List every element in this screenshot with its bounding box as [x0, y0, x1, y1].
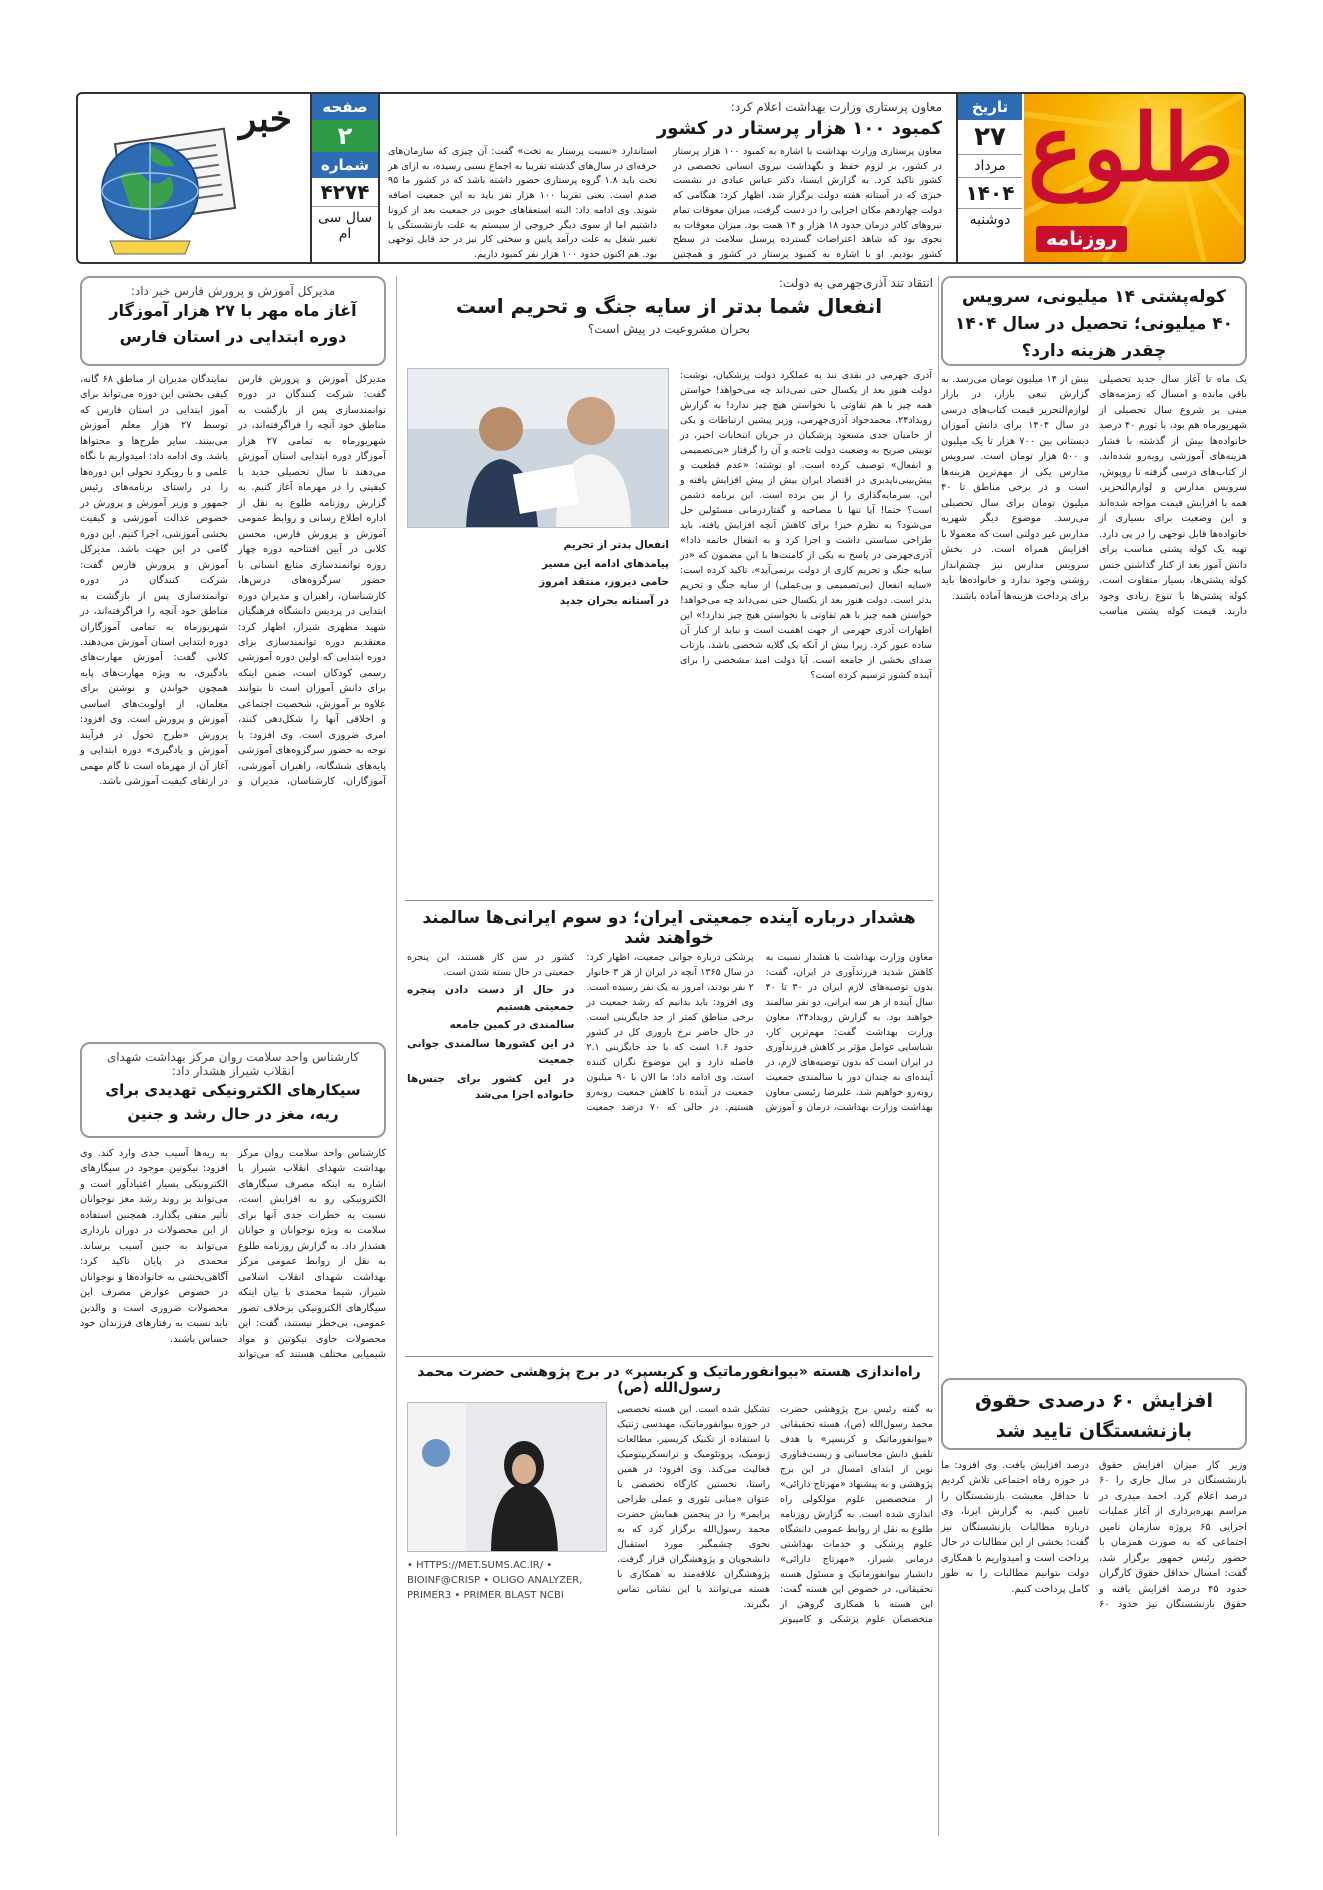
logo-wordmark: طلوع	[1027, 94, 1234, 202]
center-mid-subhead-4: در این کشور برای جنس‌ها خانواده اجرا می‌شد	[407, 1072, 575, 1102]
center-top-title: انفعال شما بدتر از سایه جنگ و تحریم است	[455, 294, 883, 318]
center-bottom-heading	[405, 1364, 933, 1396]
date-day: ۲۷	[974, 122, 1006, 152]
logo-subtitle: روزنامه	[1036, 226, 1127, 252]
center-mid-body-wrap	[407, 950, 933, 1350]
date-label: تاریخ	[958, 94, 1022, 120]
center-top-body-right	[680, 368, 932, 888]
center-top-body-left	[407, 535, 669, 885]
date-weekday: دوشنبه	[958, 208, 1022, 231]
issue-number: ۴۲۷۴	[320, 180, 370, 204]
left-article-body: مدیرکل آموزش و پرورش فارس گفت: شرکت کنندگان در دوره توانمندسازی پس از بازگشت به مناطق خود آنچه را فراگرفته‌اند، در شهریورماه به تمامی ۲۷ هزار آموزگار دوره ابتدایی استان آموزش می‌دهند تا سال تحصیلی جدید با کیفیتی را در مهرماه آغاز کنیم. به گزارش روزنامه طلوع به نقل از اداره اطلاع رسانی و روابط عمومی آموزش و پرورش فارس، محسن کلانی در آیین افتتاحیه دوره چهار روزه توانمندسازی منابع انسانی با حضور سرگروه‌های درس‌ها، کارشناسان، راهبران و مدیران دوره ابتدایی در پردیس دانشگاه فرهنگیان شهید مطهری شیراز، اظهار کرد: معتقدیم دوره توانمندسازی برای دوره ابتدایی که اولین دوره آموزشی رسمی کودکان است، ضمن اینکه برای دانش آموزان است تا بتوانند علاوه بر آموزش، شخصیت اجتماعی و اخلاقی آنها را شکل‌دهی کنند، امری ضروری است. وی افزود: با توجه به حضور سرگروه‌های آموزشی پایه‌های ششگانه، راهبران آموزشی، آموزگاران، کارشناسان، مدیران و نمایندگان مدیران از مناطق ۶۸ گانه، کیفی بخشی این دوره می‌تواند برای آموز ابتدایی در استان فارس که توسط ۲۷ هزار معلم آموزش می‌بینند. سایر طرح‌ها و محتواها باشد. وی ادامه داد: امیدواریم با نگاه علمی و با رویکرد تحولی این دوره‌ها را در راستای برنامه‌های رئیس جمهور و وزیر آموزش و پرورش در خصوص عدالت آموزشی و کیفیت بخشی آموزشی، اجرا کنیم. این دوره گامی در این جهت باشد. مدیرکل آموزش و پرورش فارس گفت: شرکت کنندگان در دوره توانمندسازی پس از بازگشت به مناطق خود آنچه را فراگرفته‌اند، در شهریورماه به تمامی آموزگاران دوره ابتدایی استان آموزش می‌دهند. کلانی گفت: آموزش مهارت‌های یادگیری، به ویژه مهارت‌های پایه همچون خواندن و نوشتن برای معلمان، از اولویت‌های اساسی آموزش و پرورش است. وی افزود: پرورش «طرح تحول در فرآیند آموزش و یادگیری» دوره ابتدایی و آغاز آن از مهرماه است تا گام مهمی در ارتقای کیفیت آموزشی باشد.	[80, 374, 387, 788]
pension-headline: افزایش ۶۰ درصدی حقوق بازنشستگان تایید شد	[974, 1390, 1214, 1443]
left-headline-box	[80, 276, 386, 366]
center-top-subhead-4: در آستانه بحران جدید	[559, 594, 669, 607]
left-headline: آغاز ماه مهر با ۲۷ هزار آموزگار دوره ابتدایی در استان فارس	[109, 301, 357, 346]
page-label: صفحه	[312, 94, 378, 120]
page-number: ۲	[312, 120, 378, 152]
masthead	[76, 92, 1246, 264]
header-news-title: کمبود ۱۰۰ هزار پرستار در کشور	[656, 118, 942, 139]
date-panel	[956, 94, 1022, 262]
center-top-subhead-1: انفعال بدتر از تحریم	[563, 539, 669, 551]
center-bottom-title: راه‌اندازی هسته «بیوانفورماتیک و کریسپر» در برج پژوهشی حضرت محمد رسول‌الله (ص)	[417, 1364, 921, 1396]
right-headline: کوله‌پشتی ۱۴ میلیونی، سرویس ۴۰ میلیونی؛ تحصیل در سال ۱۴۰۴ چقدر هزینه دارد؟	[954, 287, 1234, 362]
center-mid-body: معاون وزارت بهداشت با هشدار نسبت به کاهش شدید فرزندآوری در ایران، گفت: بدون توصیه‌های لازم ایران در ۳۰ تا ۴۰ سال آینده از هر سه ایرانی، دو نفر سالمند خواهند بود. به گزارش رویداد۲۴، معاون وزارت بهداشت گفت: مهم‌ترین کار، شناسایی عوامل مؤثر بر کاهش فرزندآوری در ایران است که بدون توصیه‌های لازم، در آینده‌ای نه چندان دور با سالمندی جمعیت روبه‌رو خواهیم شد. علیرضا رئیسی معاون بهداشت وزارت بهداشت، درمان و آموزش پزشکی درباره جوانی جمعیت، اظهار کرد: در سال ۱۳۶۵ آنچه در ایران از هر ۳ خانوار ۲ نفر بودند، امروز به یک نفر رسیده است. وی افزود: باید بدانیم که رشد جمعیت در برخی مناطق کمتر از حد جایگزینی است. در حال حاضر نرخ باروری کل در کشور حدود ۱.۶ است که با حد جایگزینی ۲.۱ فاصله دارد و این موضوع نگران کننده است. وی ادامه داد: ما الان با ۹۰ میلیون جمعیت در آینده با کاهش جمعیت روبه‌رو هستیم. در حالی که ۷۰ درصد جمعیت کشور در سن کار هستند، این پنجره جمعیتی در حال بسته شدن است.	[407, 952, 934, 1113]
pension-article-body: وزیر کار میزان افزایش حقوق بازنشستگان در سال جاری را ۶۰ درصد اعلام کرد. احمد میدری در مراسم بهره‌برداری از آغاز عملیات اجرایی ۶۵ پروژه سازمان تامین اجتماعی که به صورت همزمان با حضور رئیس جمهور برگزار شد، گفت: امسال حداقل حقوق کارگران حدود ۴۵ درصد افزایش یافته و حقوق بازنشستگان نیز حدود ۶۰ درصد افزایش یافت. وی افزود: ما در حوزه رفاه اجتماعی تلاش کردیم تا حداقل معیشت بازنشستگان را تامین کنیم. به گزارش ایرنا، وی درباره مطالبات بازنشستگان نیز گفت: بخشی از این مطالبات در حال پرداخت است و امیدواریم با همکاری دولت بتوانیم مطالبات را به طور کامل پرداخت کنیم.	[941, 1460, 1247, 1611]
article-photo-researcher	[407, 1402, 607, 1552]
header-news	[378, 94, 952, 262]
pension-headline-box	[941, 1378, 1247, 1450]
news-section-badge	[78, 94, 308, 262]
date-year: ۱۴۰۴	[958, 177, 1022, 208]
right-article-body: یک ماه تا آغاز سال جدید تحصیلی باقی مانده و امسال که زمزمه‌های مبنی بر شروع سال تحصیلی از شهریورماه هم بود، با تورم ۴۰ درصد خانواده‌ها بیش از گذشته با فشار هزینه‌های آموزشی روبه‌رو شده‌اند. از کتاب‌های درسی گرفته تا روپوش، سرویس مدارس و لوازم‌التحریر، همه با افزایش قیمت مواجه شده‌اند و این وضعیت برای بسیاری از خانواده‌ها قابل توجهی را در پی دارد. تهیه یک کوله پشتی مناسب برای دانش آموز بعد از کنار گذاشتن جنس کوله پشتی‌ها، بسیار متفاوت است. کوله پشتی‌ها با تنوع زیادی وجود دارند. قیمت کوله پشتی مناسب بیش از ۱۴ میلیون تومان می‌رسد. به گزارش تبعی بازار، در بازار لوازم‌التحریر قیمت کتاب‌های درسی در سال ۱۴۰۴ برای دانش آموزان دبستانی بین ۷۰۰ هزار تا یک میلیون و ۵۰۰ هزار تومان است. سرویس مدارس یکی از مهم‌ترین هزینه‌ها است و در برخی مناطق تا ۴۰ میلیون تومان برای سال تحصیلی می‌رسد. موضوع دیگر شهریه مدارس غیر دولتی است که معمولا با افزایش همراه است. در بخش سرویس مدارس نیز چشم‌انداز روشنی وجود ندارد و خانواده‌ها باید برای پرداخت هزینه‌ها آماده باشند.	[941, 374, 1247, 618]
left-headline-kicker: مدیرکل آموزش و پرورش فارس خبر داد:	[130, 284, 336, 298]
center-mid-subhead-2: سالمندی در کمین جامعه	[449, 1019, 575, 1032]
photo-illustration	[407, 369, 668, 528]
research-tools-credits: • HTTPS://MET.SUMS.AC.IR/ • BIOINF@CRISP • OLIGO ANALYZER, PRIMER3 • PRIMER BLAST NCBI	[407, 1560, 583, 1601]
article-photo-officials	[407, 368, 669, 528]
ecig-headline-kicker: کارشناس واحد سلامت روان مرکز بهداشت شهدای انقلاب شیراز هشدار داد:	[106, 1050, 360, 1078]
newspaper-logo	[1024, 94, 1244, 262]
issue-label: شماره	[312, 152, 378, 178]
section-rule	[405, 1356, 933, 1357]
ecig-article-body: کارشناس واحد سلامت روان مرکز بهداشت شهدای انقلاب شیراز با اشاره به اینکه مصرف سیگارهای الکترونیکی رو به افزایش است، نسبت به خطرات جدی آنها برای سلامت به ویژه نوجوانان و جوانان هشدار داد. به گزارش روزنامه طلوع به نقل از روابط عمومی مرکز بهداشت شهدای انقلاب اسلامی شیراز، شیما محمدی با بیان اینکه سیگارهای الکترونیکی برخلاف تصور عمومی، بی‌خطر نیستند، گفت: این محصولات حاوی نیکوتین و مواد شیمیایی مختلف هستند که می‌تواند به ریه‌ها آسیب جدی وارد کند. وی افزود: نیکوتین موجود در سیگارهای الکترونیکی بسیار اعتیادآور است و می‌تواند بر روند رشد مغز نوجوانان تأثیر منفی بگذارد. همچنین استفاده از این محصولات در دوران بارداری می‌تواند به جنین آسیب برساند. محمدی در پایان تاکید کرد: آگاهی‌بخشی به خانواده‌ها و نوجوانان در خصوص عوارض مصرف این محصولات ضروری است و والدین باید نسبت به رفتارهای فرزندان خود حساس باشند.	[80, 1148, 386, 1361]
column-divider	[396, 276, 397, 1836]
center-bottom-body: به گفته رئیس برج پژوهشی حضرت محمد رسول‌الله (ص)، هسته تحقیقاتی «بیوانفورماتیک و کریسپر» با هدف تلفیق دانش محاسباتی و زیست‌فناوری نوین از ابتدای امسال در این برج پژوهشی و به پیشنهاد «مهرتاج دارائی» از متخصصین علوم مولکولی راه اندازی شده است. به گزارش روزنامه طلوع به نقل از روابط عمومی دانشگاه علوم پزشکی و خدمات بهداشتی درمانی شیراز، «مهرتاج دارائی» دانشیار بیوانفورماتیک و مسئول هسته تحقیقاتی، در خصوص این هسته گفت: این هسته با همکاری گروهی از متخصصان علوم پزشکی و کامپیوتر تشکیل شده است. این هسته تخصصی در حوزه بیوانفورماتیک، مهندسی ژنتیک با استفاده از تکنیک کریسپر، مطالعات ژنومیک، پروتئومیک و ترانسکریپتومیک فعالیت می‌کند. وی افزود: در همین راستا، نخستین کارگاه تخصصی با عنوان «مبانی تئوری و عملی طراحی پرایمر» را در پنجمین همایش حضرت محمد رسول‌الله برگزار کرد که به نحوی چشمگیر مورد استقبال دانشجویان و پژوهشگران قرار گرفت. پژوهشگران علاقه‌مند به همکاری با هسته می‌توانند با این نشانی تماس بگیرند.	[617, 1404, 933, 1625]
ecig-headline-box	[80, 1042, 386, 1138]
center-mid-title: هشدار درباره آینده جمعیتی ایران؛ دو سوم ایرانی‌ها سالمند خواهند شد	[422, 908, 916, 948]
date-month: مرداد	[958, 154, 1022, 177]
section-name: خبر	[239, 98, 292, 140]
center-top-subhead-3: حامی دیروز، منتقد امروز	[539, 576, 669, 589]
ecig-headline: سیکارهای الکترونیکی تهدیدی برای ریه، مغز در حال رشد و جنین	[105, 1081, 361, 1123]
globe-newspaper-icon	[90, 106, 240, 256]
volume-label: سال سی ام	[312, 206, 378, 245]
right-headline-box	[941, 276, 1247, 366]
center-top-kicker: انتقاد تند آذری‌جهرمی به دولت:	[778, 276, 933, 290]
center-mid-subhead-3: در این کشورها سالمندی جوانی جمعیت	[407, 1037, 575, 1067]
page-panel	[310, 94, 380, 262]
center-top-body: آذری جهرمی در نقدی تند به عملکرد دولت پزشکیان، نوشت: دولت هنوز بعد از یکسال حتی نمی‌داند چه می‌خواهد! خواستن همه چیز با هم تفاوتی با نخواستن هیچ چیز ندارد! به گزارش رویداد۲۴، محمدجواد آذری‌جهرمی، وزیر پیشین ارتباطات و یکی از حامیان جدی مسعود پزشکیان در جریان انتخابات اخیر، در توییتی صریح به وضعیت دولت تاخته و آن را گرفتار «بی‌تصمیمی و انفعال» توصیف کرده است. او نوشته: «عدم قطعیت و پیش‌بینی‌ناپذیری در اقتصاد ایران بیش از پیش افزایش یافته و این، سرمایه‌گذاری را از بین برده است. این برنامه دشمن است؟ حتما! آیا تنها با مصاحبه و گفتاردرمانی مسئولین حل می‌شود؟ به نظرم خیر! برای کاهش آنچه افزایش یافته، باید طراحی سیاستی داشت و اجرا کرد و به انفعال خاتمه داد!» آذری‌جهرمی در پاسخ به یکی از کامنت‌ها با این مضمون که «در سایه جنگ و تحریم کاری از دولت برنمی‌آید»، تاکید کرده است: «سایه انفعال (بی‌تصمیمی و بی‌عملی) از سایه جنگ و تحریم بدتر است. دولت هنوز بعد از یکسال حتی نمی‌داند چه می‌خواهد! خواستن همه چیز با هم تفاوتی با نخواستن هیچ چیز ندارد!» این اظهارات آذری جهرمی از جهت اهمیت است و نباید از کنار آن ساده عبور کرد. زیرا بیش از آنکه یک گلایه شخصی باشد، بازتاب صدای بخشی از جامعه است. آیا دولت امید مشخصی را برای آینده کشور ترسیم کرده است؟	[680, 370, 932, 681]
center-mid-subhead-1: در حال از دست دادن پنجره جمعیتی هستیم	[407, 984, 575, 1013]
center-top-heading	[405, 276, 933, 346]
section-rule	[405, 900, 933, 901]
center-top-subhead-2: پیامدهای ادامه این مسیر	[542, 557, 669, 570]
center-top-subtitle: بحران مشروعیت در پیش است؟	[587, 322, 751, 336]
photo-illustration	[407, 1403, 606, 1552]
header-news-body: معاون پرستاری وزارت بهداشت با اشاره به کمبود ۱۰۰ هزار پرستار در کشور، بر لزوم حفظ و نگهداشت نیروی انسانی تخصصی در کشور تاکید کرد. به گزارش ایسنا، دکتر عباس عبادی در نشست خبری که در آستانه هفته دولت برگزار شد، اظهار کرد: هنگامی که دولت چهاردهم مکان اجرایی را در دست گرفت، میزان معوقات تمام نیروهای کادر درمان حدود ۱۸ هزار و ۱۴ همت بود. میزان معوقات به نحوی بود که شاهد اعتراضات گسترده پرسنل سلامت در سطح کشور بودیم. او با اشاره به کمبود پرستار در کشور و همچنین استاندارد «نسبت پرستار به تخت» گفت: آن چیزی که سازمان‌های حرفه‌ای در سال‌های گذشته تقریبا به اجماع نسبی رسیده، به ازای هر تخت باید ۱.۸ گروه پرستاری حضور داشته باشد که در کشور ما ۹۵ صدم است. یعنی تقریبا ۱۰۰ هزار نفر باید به این جمعیت اضافه شوند. وی ادامه داد: البته استعفاهای خوبی در جمعیت بعد از کرونا داشتیم اما از سوی دیگر خروجی از سیستم به علت بازنشستگی یا تغییر شغل به علت درآمد پایین و سختی کار نیز در حد قابل توجهی بود. هم اکنون حدود ۱۰۰ هزار نفر کمبود داریم.	[388, 146, 942, 261]
column-divider	[938, 276, 939, 1836]
center-mid-heading	[405, 908, 933, 948]
header-news-kicker: معاون پرستاری وزارت بهداشت اعلام کرد:	[730, 100, 942, 114]
